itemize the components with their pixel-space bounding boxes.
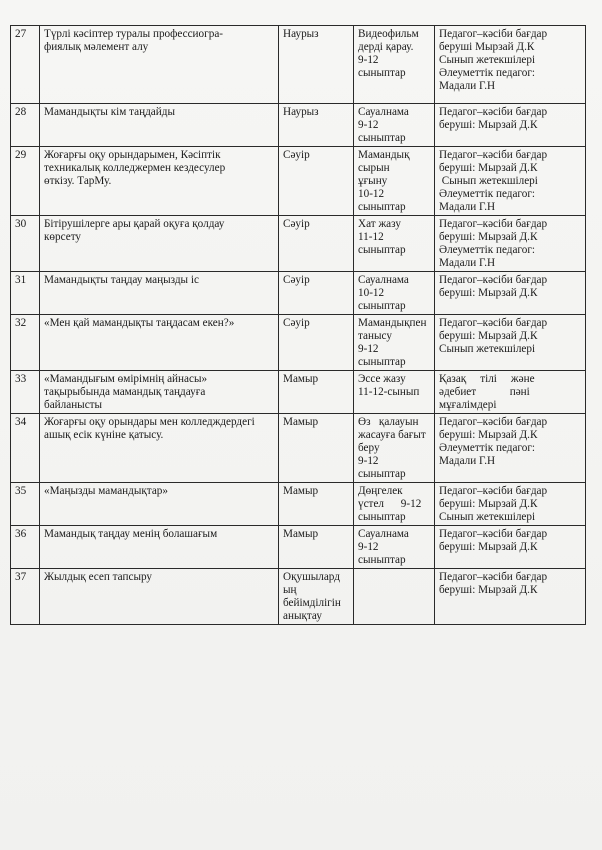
month-cell: Мамыр: [279, 371, 354, 414]
table-row: [11, 315, 586, 371]
month-cell: Сәуір: [279, 272, 354, 315]
row-number: 29: [11, 147, 40, 216]
responsible-cell: Педагог–кәсіби бағдар беруші: Мырзай Д.К: [435, 569, 586, 625]
table-row: [11, 526, 586, 569]
event-cell: Мамандықты кім таңдайды: [40, 104, 279, 147]
row-number: 28: [11, 104, 40, 147]
format-cell: [354, 569, 435, 625]
event-cell: Жоғарғы оқу орындарымен, Кәсіптік техникалық колледжермен кездесулер өткізу. ТарМу.: [40, 147, 279, 216]
row-number: 36: [11, 526, 40, 569]
format-cell: Өз қалауын жасауға бағыт беру 9-12 сыныптар: [354, 414, 435, 483]
month-cell: Сәуір: [279, 216, 354, 272]
table-row: [11, 147, 586, 216]
event-cell: Жылдық есеп тапсыру: [40, 569, 279, 625]
month-cell: Наурыз: [279, 104, 354, 147]
row-number: 31: [11, 272, 40, 315]
responsible-cell: Педагог–кәсіби бағдар беруші: Мырзай Д.К Әлеуметтік педагог: Мадали Г.Н: [435, 216, 586, 272]
row-number: 35: [11, 483, 40, 526]
responsible-cell: Педагог–кәсіби бағдар беруші Мырзай Д.К Сынып жетекшілері Әлеуметтік педагог: Мадали Г.Н: [435, 26, 586, 104]
row-number: 34: [11, 414, 40, 483]
row-number: 37: [11, 569, 40, 625]
responsible-cell: Педагог–кәсіби бағдар беруші: Мырзай Д.К: [435, 526, 586, 569]
month-cell: Наурыз: [279, 26, 354, 104]
row-number: 30: [11, 216, 40, 272]
month-cell: Сәуір: [279, 147, 354, 216]
responsible-cell: Педагог–кәсіби бағдар беруші: Мырзай Д.К Сынып жетекшілері Әлеуметтік педагог: Мадали Г.Н: [435, 147, 586, 216]
month-cell: Сәуір: [279, 315, 354, 371]
month-cell: Оқушылард ың бейімділігін анықтау: [279, 569, 354, 625]
event-cell: Бітірушілерге ары қарай оқуға қолдау көрсету: [40, 216, 279, 272]
table-row: [11, 272, 586, 315]
format-cell: Дөңгелек үстел 9-12 сыныптар: [354, 483, 435, 526]
format-cell: Мамандықпен танысу 9-12 сыныптар: [354, 315, 435, 371]
responsible-cell: Педагог–кәсіби бағдар беруші: Мырзай Д.К Әлеуметтік педагог: Мадали Г.Н: [435, 414, 586, 483]
format-cell: Эссе жазу 11-12-сынып: [354, 371, 435, 414]
format-cell: Сауалнама 10-12 сыныптар: [354, 272, 435, 315]
format-cell: Хат жазу 11-12 сыныптар: [354, 216, 435, 272]
format-cell: Сауалнама 9-12 сыныптар: [354, 104, 435, 147]
table-row: [11, 104, 586, 147]
event-cell: Түрлі кәсіптер туралы профессиогра- фиялық мәлемент алу: [40, 26, 279, 104]
row-number: 27: [11, 26, 40, 104]
event-cell: «Мен қай мамандықты таңдасам екен?»: [40, 315, 279, 371]
responsible-cell: Педагог–кәсіби бағдар беруші: Мырзай Д.К: [435, 104, 586, 147]
event-cell: «Мамандығым өмірімнің айнасы» тақырыбында мамандық таңдауға байланысты: [40, 371, 279, 414]
format-cell: Видеофильм дерді қарау. 9-12 сыныптар: [354, 26, 435, 104]
table-row: [11, 26, 586, 104]
table-row: [11, 371, 586, 414]
row-number: 33: [11, 371, 40, 414]
table-row: [11, 569, 586, 625]
responsible-cell: Педагог–кәсіби бағдар беруші: Мырзай Д.К: [435, 272, 586, 315]
month-cell: Мамыр: [279, 526, 354, 569]
month-cell: Мамыр: [279, 483, 354, 526]
event-cell: Мамандық таңдау менің болашағым: [40, 526, 279, 569]
career-guidance-plan-table: [10, 25, 586, 625]
row-number: 32: [11, 315, 40, 371]
responsible-cell: Қазақ тілі және әдебиет пәні мұғалімдері: [435, 371, 586, 414]
event-cell: Мамандықты таңдау маңызды іс: [40, 272, 279, 315]
responsible-cell: Педагог–кәсіби бағдар беруші: Мырзай Д.К Сынып жетекшілері: [435, 315, 586, 371]
table-row: [11, 483, 586, 526]
format-cell: Сауалнама 9-12 сыныптар: [354, 526, 435, 569]
format-cell: Мамандық сырын ұғыну 10-12 сыныптар: [354, 147, 435, 216]
table-row: [11, 216, 586, 272]
event-cell: Жоғарғы оқу орындары мен колледждердегі ашық есік күніне қатысу.: [40, 414, 279, 483]
table-row: [11, 414, 586, 483]
event-cell: «Маңызды мамандықтар»: [40, 483, 279, 526]
responsible-cell: Педагог–кәсіби бағдар беруші: Мырзай Д.К Сынып жетекшілері: [435, 483, 586, 526]
month-cell: Мамыр: [279, 414, 354, 483]
